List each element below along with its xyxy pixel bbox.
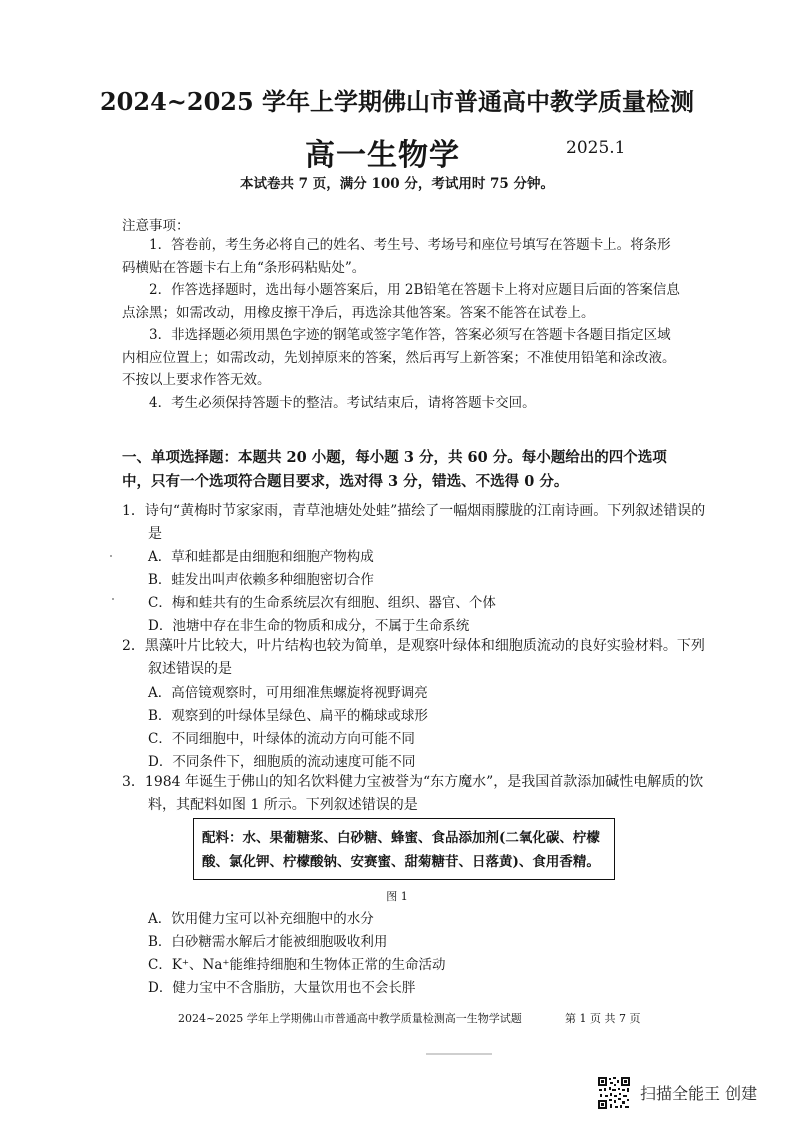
scan-artifact-line — [426, 1053, 492, 1055]
question-stem: 2．黑藻叶片比较大，叶片结构也较为简单，是观察叶绿体和细胞质流动的良好实验材料。下列叙述错误的是 — [122, 638, 705, 677]
page-footer: 2024~2025 学年上学期佛山市普通高中教学质量检测高一生物学试题 — [178, 1012, 522, 1025]
answer-option: A．饮用健力宝可以补充细胞中的水分 — [148, 911, 374, 927]
answer-option: C．梅和蛙共有的生命系统层次有细胞、组织、器官、个体 — [148, 595, 496, 611]
exam-meta: 本试卷共 7 页，满分 100 分，考试用时 75 分钟。 — [239, 176, 555, 192]
figure-caption: 图 1 — [386, 890, 408, 903]
answer-option: D．健力宝中不含脂肪，大量饮用也不会长胖 — [148, 980, 416, 996]
question-stem: 1．诗句“黄梅时节家家雨，青草池塘处处蛙”描绘了一幅烟雨朦胧的江南诗画。下列叙述错误的是 — [122, 503, 706, 542]
answer-option: B．蛙发出叫声依赖多种细胞密切合作 — [148, 572, 374, 588]
note-item: 3．非选择题必须用黑色字迹的钢笔或签字笔作答，答案必须写在答题卡各题目指定区域内相应位置上；如需改动，先划掉原来的答案，然后再写上新答案；不准使用铅笔和涂改液。不按以上要求作答无效。 — [122, 327, 676, 388]
answer-option: C．不同细胞中，叶绿体的流动方向可能不同 — [148, 731, 415, 747]
page-number: 第 1 页 共 7 页 — [565, 1012, 641, 1025]
question-stem: 3．1984 年诞生于佛山的知名饮料健力宝被誉为“东方魔水”，是我国首款添加碱性电解质的饮料，其配料如图 1 所示。下列叙述错误的是 — [122, 774, 704, 813]
answer-option: D．池塘中存在非生命的物质和成分，不属于生命系统 — [148, 618, 470, 634]
exam-date: 2025.1 — [566, 138, 626, 158]
answer-option: D．不同条件下，细胞质的流动速度可能不同 — [148, 754, 416, 770]
note-item: 2．作答选择题时，选出每小题答案后，用 2B铅笔在答题卡上将对应题目后面的答案信息点涂黑；如需改动，用橡皮擦干净后，再选涂其他答案。答案不能答在试卷上。 — [122, 282, 680, 321]
scan-speck — [110, 555, 112, 557]
section-heading: 一、单项选择题：本题共 20 小题，每小题 3 分，共 60 分。每小题给出的四个选项中，只有一个选项符合题目要求，选对得 3 分，错选、不选得 0 分。 — [122, 449, 667, 490]
answer-option: A．草和蛙都是由细胞和细胞产物构成 — [148, 549, 374, 565]
answer-option: C．K⁺、Na⁺能维持细胞和生物体正常的生命活动 — [148, 957, 446, 973]
answer-option: B．观察到的叶绿体呈绿色、扁平的椭球或球形 — [148, 708, 428, 724]
ingredients-box: 配料：水、果葡糖浆、白砂糖、蜂蜜、食品添加剂(二氧化碳、柠檬酸、氯化钾、柠檬酸钠、安赛蜜、甜菊糖苷、日落黄)、食用香精。 — [193, 818, 615, 880]
note-item: 1．答卷前，考生务必将自己的姓名、考生号、考场号和座位号填写在答题卡上。将条形码横贴在答题卡右上角“条形码粘贴处”。 — [122, 237, 671, 276]
subject-title: 高一生物学 — [305, 138, 460, 173]
qr-code-icon — [597, 1076, 631, 1110]
answer-option: A．高倍镜观察时，可用细准焦螺旋将视野调亮 — [148, 685, 428, 701]
answer-option: B．白砂糖需水解后才能被细胞吸收利用 — [148, 934, 388, 950]
scan-speck — [112, 598, 114, 600]
scanner-watermark: 扫描全能王 创建 — [640, 1084, 758, 1103]
exam-title: 2024~2025 学年上学期佛山市普通高中教学质量检测 — [99, 87, 695, 116]
notes-heading: 注意事项： — [122, 218, 190, 234]
note-item: 4．考生必须保持答题卡的整洁。考试结束后，请将答题卡交回。 — [149, 395, 536, 411]
